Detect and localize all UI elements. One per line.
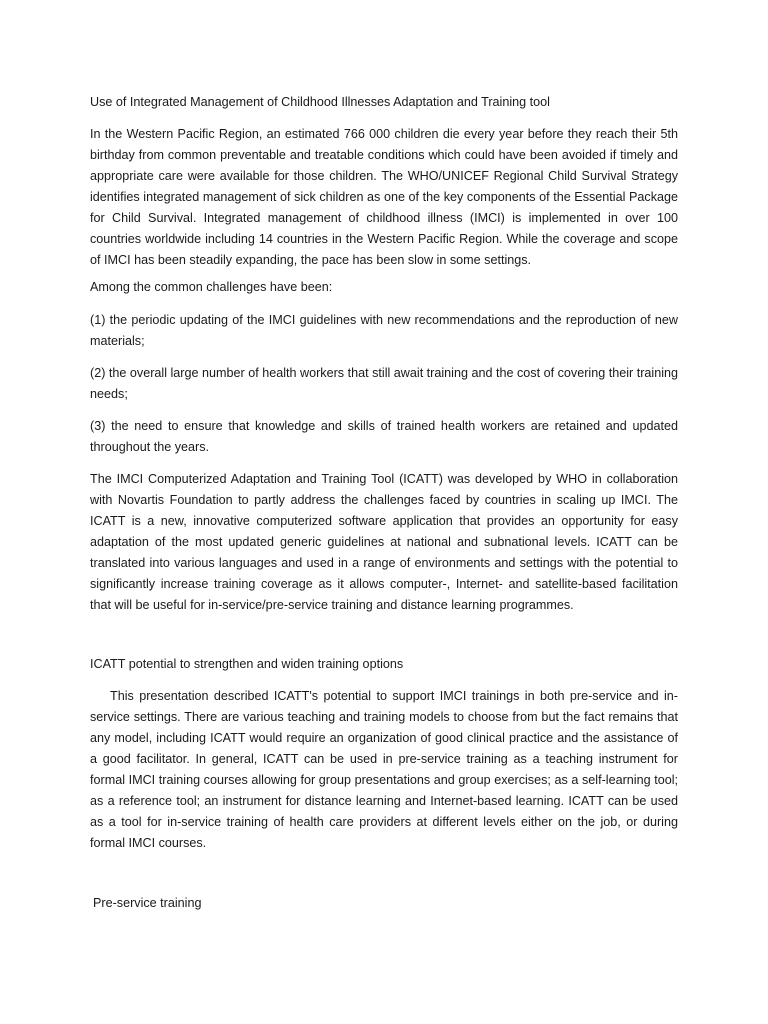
challenge-item-2: (2) the overall large number of health workers that still await training and the cost of covering their training needs;	[90, 366, 679, 401]
intro-paragraph: In the Western Pacific Region, an estimated 766 000 children die every year before they reach their 5th birthday from common preventable and treatable conditions which could have been avoided if timely and appropriate care were available for those children. The WHO/UNICEF Regional Child Survival Strategy identifies integrated management of sick children as one of the key components of the Essential Package for Child Survival. Integrated management of childhood illness (IMCI) is implemented in over 100 countries worldwide including 14 countries in the Western Pacific Region. While the coverage and scope of IMCI has been steadily expanding, the pace has been slow in some settings.	[90, 127, 678, 267]
presentation-paragraph: This presentation described ICATT's potential to support IMCI trainings in both pre-service and in-service settings. There are various teaching and training models to choose from but the fact remains that any model, including ICATT would require an organization of good clinical practice and the assistance of a good facilitator. In general, ICATT can be used in pre-service training as a teaching instrument for formal IMCI training courses allowing for group presentations and group exercises; as a self-learning tool; as a reference tool; an instrument for distance learning and Internet-based learning. ICATT can be used as a tool for in-service training of health care providers at different levels either on the job, or during formal IMCI courses.	[90, 689, 678, 850]
challenge-item-3: (3) the need to ensure that knowledge and skills of trained health workers are retained and updated throughout the years.	[90, 419, 678, 454]
challenges-intro: Among the common challenges have been:	[90, 280, 333, 294]
icatt-paragraph: The IMCI Computerized Adaptation and Training Tool (ICATT) was developed by WHO in collaboration with Novartis Foundation to partly address the challenges faced by countries in scaling up IMCI. The ICATT is a new, innovative computerized software application that provides an opportunity for easy adaptation of the most updated generic guidelines at national and subnational levels. ICATT can be translated into various languages and used in a range of environments and settings with the potential to significantly increase training coverage as it allows computer-, Internet- and satellite-based facilitation that will be useful for in-service/pre-service training and distance learning programmes.	[90, 472, 678, 612]
document-title: Use of Integrated Management of Childhood Illnesses Adaptation and Training tool	[90, 95, 550, 109]
section-heading-icatt-potential: ICATT potential to strengthen and widen training options	[90, 657, 404, 671]
section-heading-pre-service: Pre-service training	[93, 896, 202, 910]
challenge-item-1: (1) the periodic updating of the IMCI guidelines with new recommendations and the reproduction of new materials;	[90, 313, 678, 348]
document-page	[90, 0, 678, 1024]
